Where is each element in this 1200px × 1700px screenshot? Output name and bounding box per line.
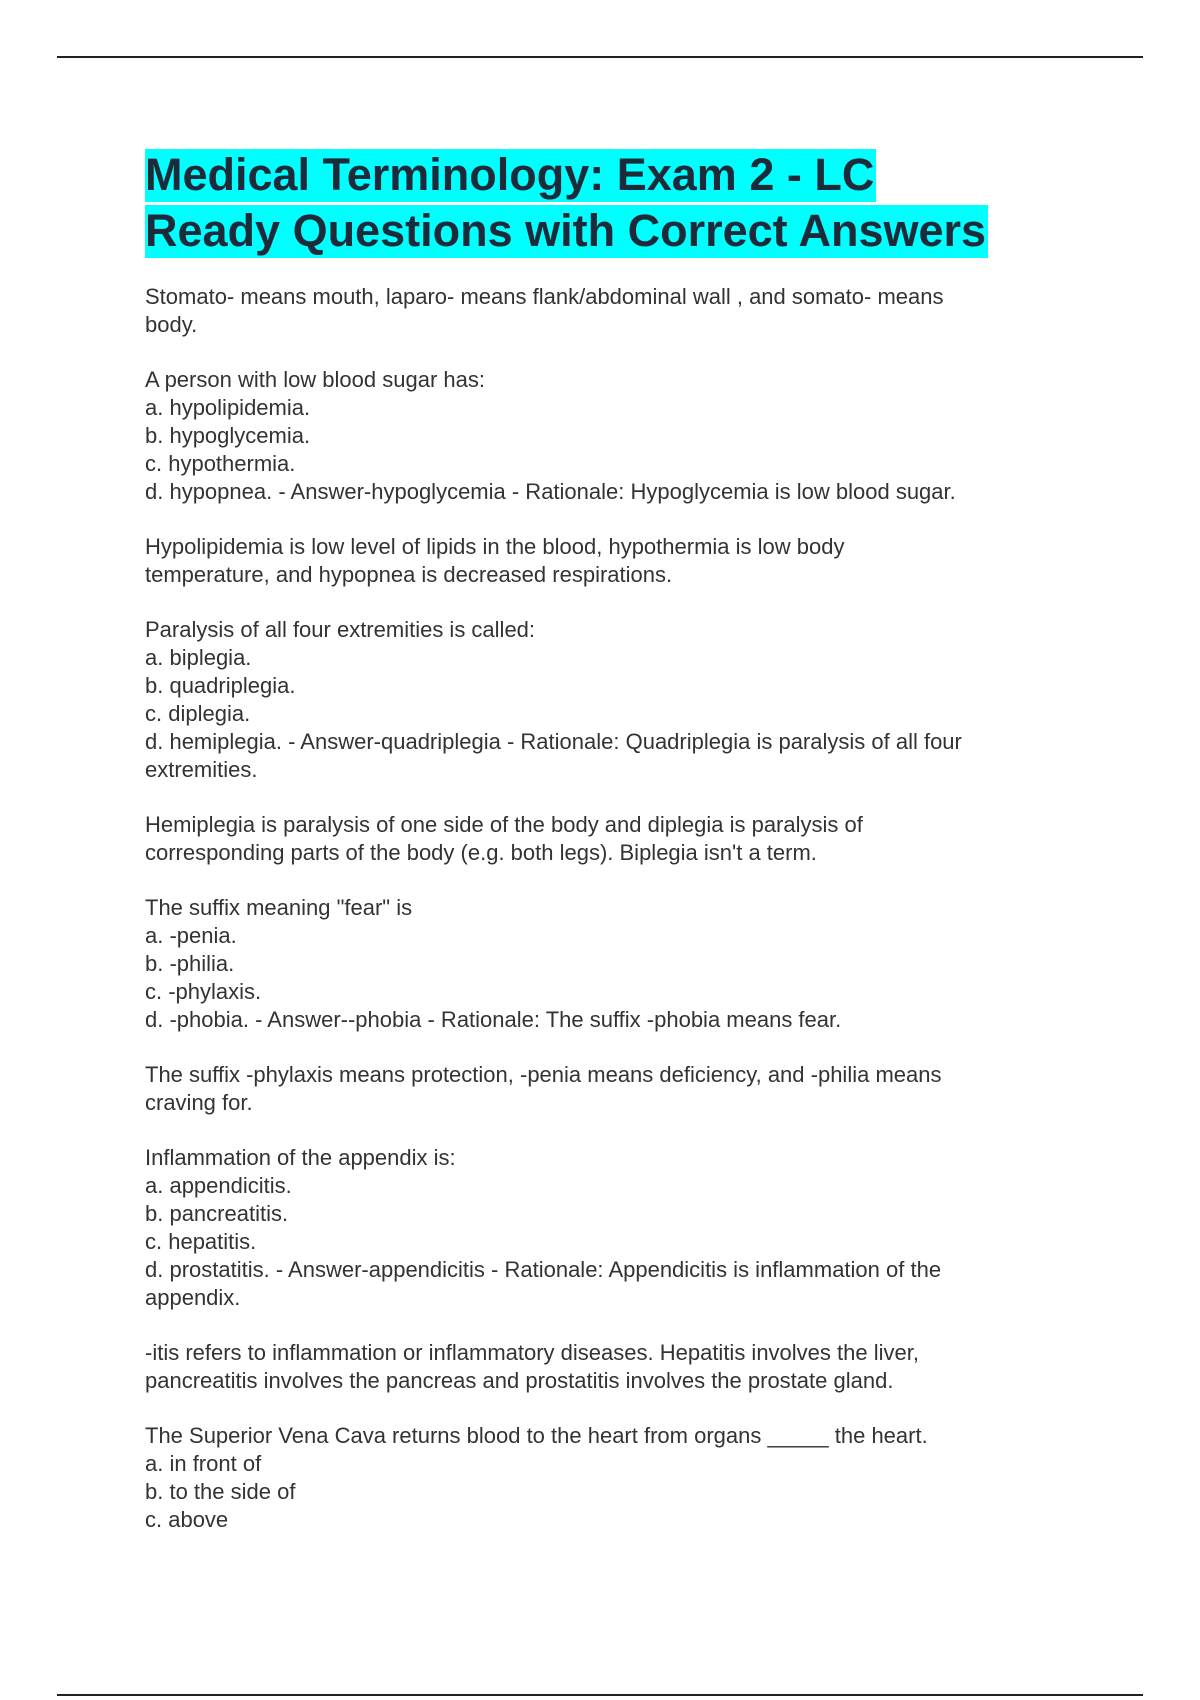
option-c: c. above bbox=[145, 1507, 229, 1532]
text-line: -itis refers to inflammation or inflammatory diseases. Hepatitis involves the liver, bbox=[145, 1340, 919, 1365]
text-line: Hypolipidemia is low level of lipids in the blood, hypothermia is low body bbox=[145, 534, 845, 559]
paragraph-itis bbox=[145, 1339, 1065, 1395]
question-low-blood-sugar bbox=[145, 366, 1065, 506]
option-b: b. to the side of bbox=[145, 1479, 296, 1504]
question-text: Inflammation of the appendix is: bbox=[145, 1145, 456, 1170]
title-line-2: Ready Questions with Correct Answers bbox=[145, 205, 987, 256]
option-c: c. -phylaxis. bbox=[145, 979, 262, 1004]
option-c: c. hypothermia. bbox=[145, 451, 296, 476]
question-appendix bbox=[145, 1144, 1065, 1312]
text-line: Hemiplegia is paralysis of one side of the body and diplegia is paralysis of bbox=[145, 812, 863, 837]
text-line: craving for. bbox=[145, 1090, 253, 1115]
question-text: The Superior Vena Cava returns blood to the heart from organs _____ the heart. bbox=[145, 1423, 928, 1448]
text-line: corresponding parts of the body (e.g. both legs). Biplegia isn't a term. bbox=[145, 840, 817, 865]
document-body bbox=[145, 147, 1065, 1561]
option-b: b. hypoglycemia. bbox=[145, 423, 311, 448]
option-d-answer-cont: appendix. bbox=[145, 1285, 241, 1310]
option-b: b. pancreatitis. bbox=[145, 1201, 289, 1226]
text-line: pancreatitis involves the pancreas and prostatitis involves the prostate gland. bbox=[145, 1368, 894, 1393]
option-d-answer: d. hemiplegia. - Answer-quadriplegia - Rationale: Quadriplegia is paralysis of all four bbox=[145, 729, 962, 754]
question-paralysis bbox=[145, 616, 1065, 784]
document-title bbox=[145, 147, 1065, 259]
option-c: c. hepatitis. bbox=[145, 1229, 257, 1254]
question-text: The suffix meaning "fear" is bbox=[145, 895, 413, 920]
option-b: b. -philia. bbox=[145, 951, 235, 976]
option-c: c. diplegia. bbox=[145, 701, 251, 726]
option-a: a. hypolipidemia. bbox=[145, 395, 311, 420]
paragraph-phylaxis bbox=[145, 1061, 1065, 1117]
option-d-answer: d. -phobia. - Answer--phobia - Rationale: The suffix -phobia means fear. bbox=[145, 1007, 842, 1032]
option-a: a. appendicitis. bbox=[145, 1173, 292, 1198]
option-d-answer: d. prostatitis. - Answer-appendicitis - Rationale: Appendicitis is inflammation of the bbox=[145, 1257, 942, 1282]
option-d-answer-cont: extremities. bbox=[145, 757, 258, 782]
option-d-answer: d. hypopnea. - Answer-hypoglycemia - Rationale: Hypoglycemia is low blood sugar. bbox=[145, 479, 956, 504]
question-suffix-fear bbox=[145, 894, 1065, 1034]
title-line-1: Medical Terminology: Exam 2 - LC bbox=[145, 149, 875, 200]
text-line: body. bbox=[145, 312, 198, 337]
paragraph-hemiplegia bbox=[145, 811, 1065, 867]
option-a: a. biplegia. bbox=[145, 645, 252, 670]
paragraph-hypolipidemia bbox=[145, 533, 1065, 589]
paragraph-1 bbox=[145, 283, 1065, 339]
text-line: temperature, and hypopnea is decreased respirations. bbox=[145, 562, 673, 587]
option-a: a. in front of bbox=[145, 1451, 262, 1476]
option-a: a. -penia. bbox=[145, 923, 237, 948]
option-b: b. quadriplegia. bbox=[145, 673, 296, 698]
text-line: Stomato- means mouth, laparo- means flank/abdominal wall , and somato- means bbox=[145, 284, 944, 309]
question-text: Paralysis of all four extremities is called: bbox=[145, 617, 536, 642]
top-rule bbox=[57, 56, 1143, 58]
question-vena-cava bbox=[145, 1422, 1065, 1534]
question-text: A person with low blood sugar has: bbox=[145, 367, 485, 392]
text-line: The suffix -phylaxis means protection, -penia means deficiency, and -philia means bbox=[145, 1062, 942, 1087]
bottom-rule bbox=[57, 1694, 1143, 1696]
